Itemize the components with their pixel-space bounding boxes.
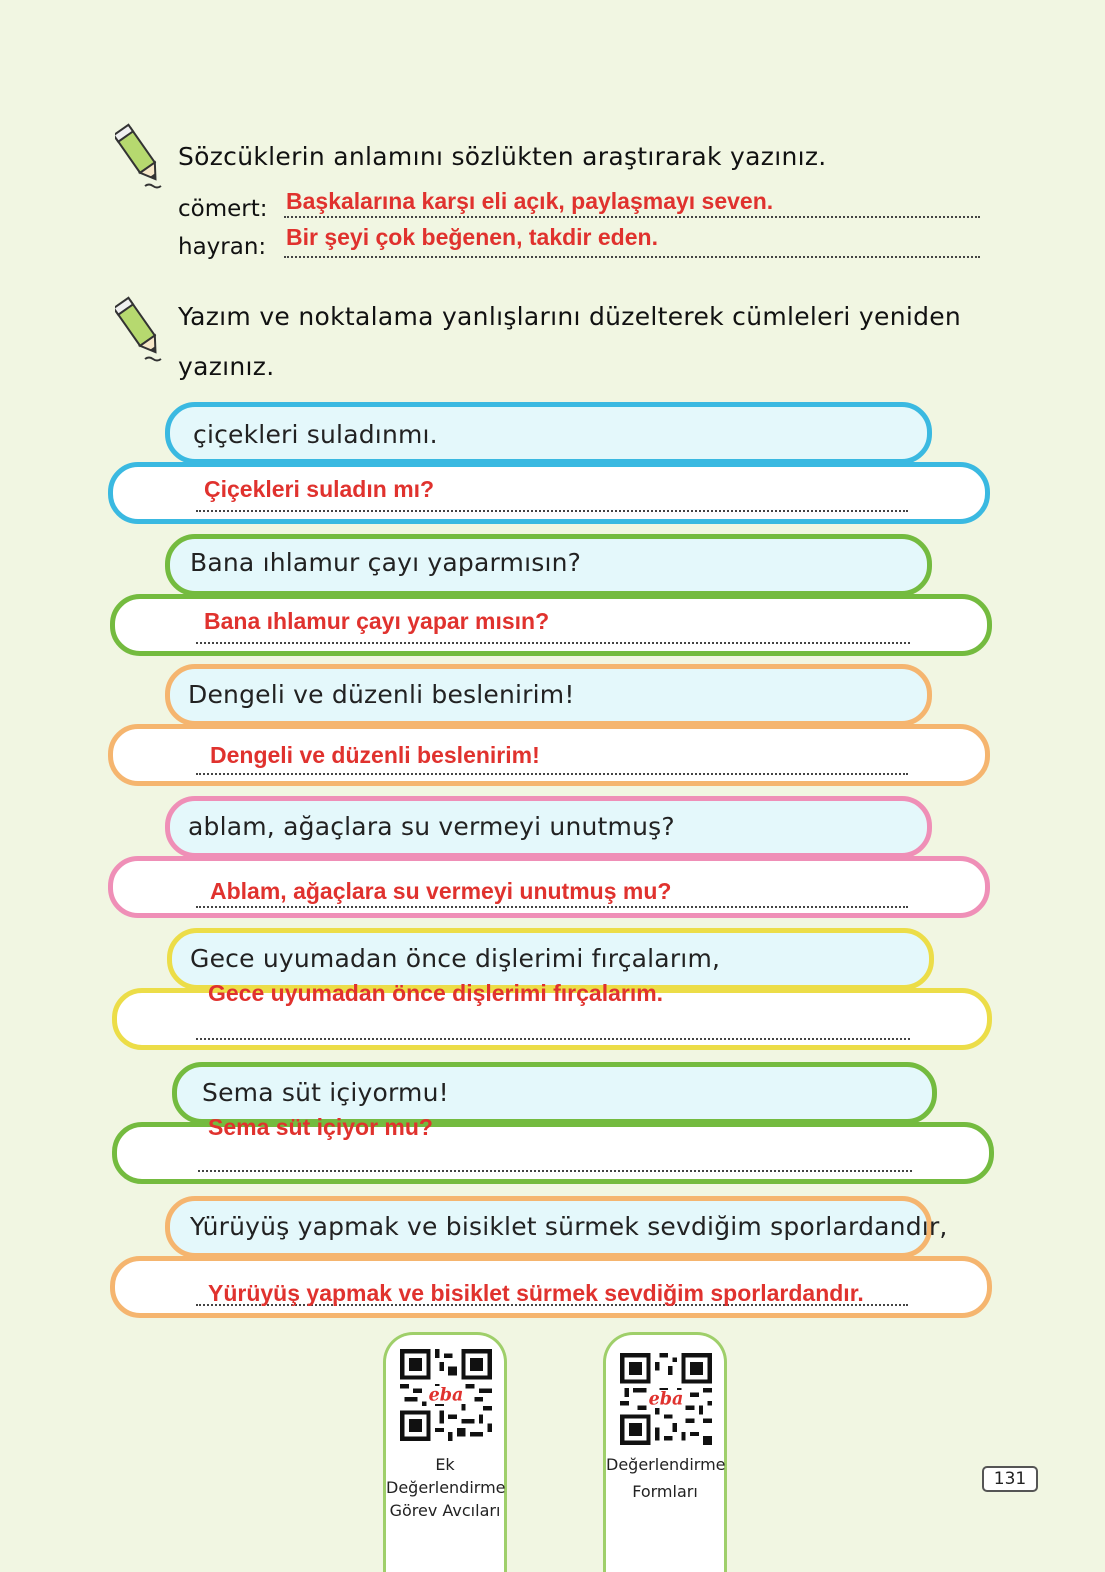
answer-line <box>198 1170 912 1172</box>
question-text: ablam, ağaçlara su vermeyi unutmuş? <box>188 812 675 841</box>
eba-logo: eba <box>648 1389 684 1410</box>
qr-label: Formları <box>632 1482 698 1501</box>
page-number: 131 <box>982 1466 1038 1492</box>
qr-card[interactable] <box>383 1332 507 1572</box>
instruction-text: Sözcüklerin anlamını sözlükten araştırarak yazınız. <box>178 142 827 171</box>
eba-logo: eba <box>428 1385 464 1406</box>
question-text: çiçekleri suladınmı. <box>193 420 438 449</box>
answer-text: Yürüyüş yapmak ve bisiklet sürmek sevdiğim sporlardandır. <box>208 1280 864 1306</box>
answer-text: Bana ıhlamur çayı yapar mısın? <box>204 608 550 634</box>
answer-text: Gece uyumadan önce dişlerimi fırçalarım. <box>208 980 664 1006</box>
answer-line <box>196 642 910 644</box>
answer-line <box>284 256 980 258</box>
answer-line <box>284 216 980 218</box>
instruction-text: Yazım ve noktalama yanlışlarını düzelterek cümleleri yeniden <box>178 302 962 331</box>
qr-label: Değerlendirme <box>606 1455 726 1474</box>
answer-text: Ablam, ağaçlara su vermeyi unutmuş mu? <box>210 878 672 904</box>
answer-text: Sema süt içiyor mu? <box>208 1114 433 1140</box>
qr-label: Görev Avcıları <box>389 1501 501 1520</box>
answer-text: Bir şeyi çok beğenen, takdir eden. <box>286 224 658 250</box>
question-text: Yürüyüş yapmak ve bisiklet sürmek sevdiğim sporlardandır, <box>190 1212 948 1241</box>
qr-code-icon <box>620 1353 712 1445</box>
pencil-icon <box>115 295 165 365</box>
answer-line <box>196 773 908 775</box>
question-text: Bana ıhlamur çayı yaparmısın? <box>190 548 582 577</box>
pencil-icon <box>115 122 165 192</box>
answer-line <box>196 906 908 908</box>
word-label: cömert: <box>178 196 268 222</box>
qr-code-icon <box>400 1349 492 1441</box>
question-text: Gece uyumadan önce dişlerimi fırçalarım, <box>190 944 721 973</box>
answer-text: Çiçekleri suladın mı? <box>204 476 435 502</box>
question-text: Dengeli ve düzenli beslenirim! <box>188 680 575 709</box>
word-label: hayran: <box>178 234 267 260</box>
qr-label: Değerlendirme <box>386 1478 506 1497</box>
question-text: Sema süt içiyormu! <box>202 1078 449 1107</box>
answer-text: Başkalarına karşı eli açık, paylaşmayı seven. <box>286 188 774 214</box>
answer-line <box>196 1038 910 1040</box>
answer-line <box>196 510 908 512</box>
qr-label: Ek <box>435 1455 455 1474</box>
answer-text: Dengeli ve düzenli beslenirim! <box>210 742 540 768</box>
qr-card[interactable] <box>603 1332 727 1572</box>
instruction-text: yazınız. <box>178 352 275 381</box>
